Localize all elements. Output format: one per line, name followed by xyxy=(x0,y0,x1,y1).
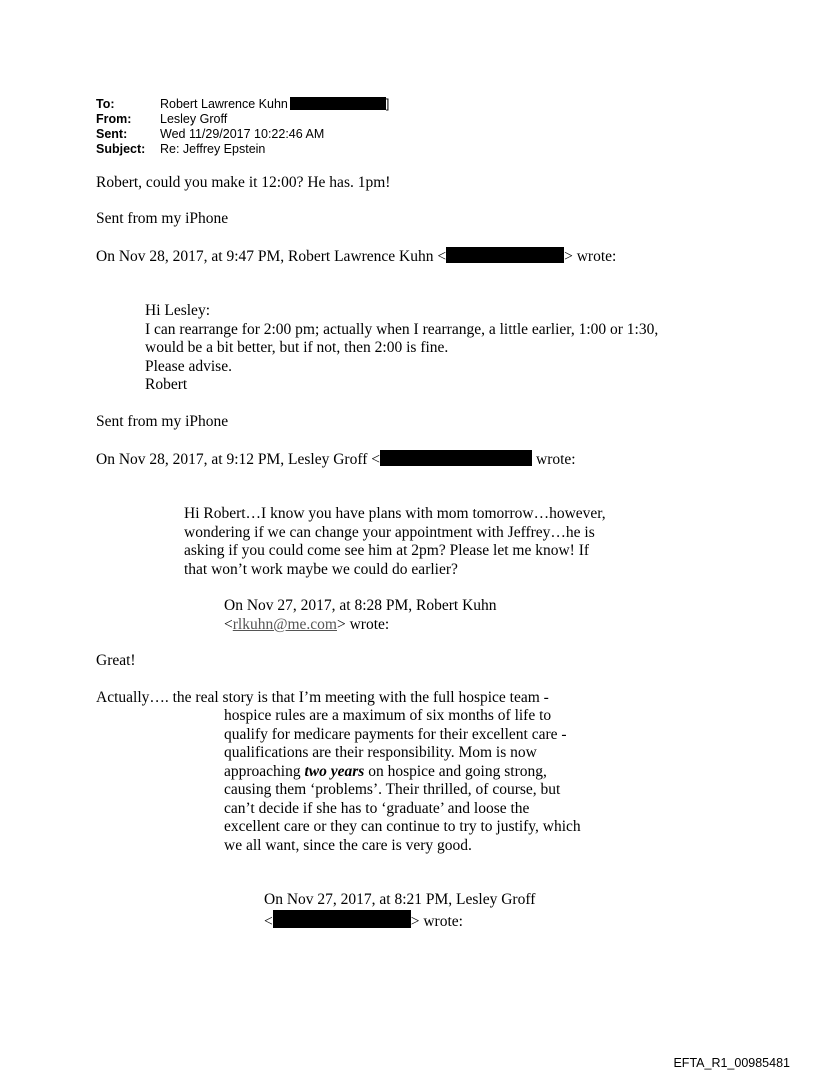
redaction-bar xyxy=(290,97,386,110)
quote-attribution: On Nov 28, 2017, at 9:12 PM, Lesley Groff < wrote: xyxy=(96,451,576,468)
quote-line: asking if you could come see him at 2pm? Please let me know! If xyxy=(184,542,590,559)
quote-line: that won’t work maybe we could do earlier? xyxy=(184,560,458,578)
quote-attribution: On Nov 28, 2017, at 9:47 PM, Robert Lawrence Kuhn < > wrote: xyxy=(96,248,617,265)
quote-attribution-email: <rlkuhn@me.com> wrote: xyxy=(224,616,390,633)
redaction-bar xyxy=(273,910,411,928)
redaction-bar xyxy=(446,247,564,263)
message-line: qualify for medicare payments for their excellent care - xyxy=(224,725,567,743)
from-value: Lesley Groff xyxy=(160,112,228,126)
quote-line: wondering if we can change your appointment with Jeffrey…he is xyxy=(184,523,595,541)
quoted-message xyxy=(184,505,606,579)
message-body: Great! xyxy=(96,652,136,669)
quote-line: I can rearrange for 2:00 pm; actually when I rearrange, a little earlier, 1:00 or 1:30, xyxy=(145,320,659,338)
message-line: qualifications are their responsibility. Mom is now xyxy=(224,744,537,761)
subject-value: Re: Jeffrey Epstein xyxy=(160,142,266,156)
message-body: Robert, could you make it 12:00? He has. 1pm! xyxy=(96,174,391,191)
emphasis-text: two years xyxy=(304,762,365,780)
redaction-bar xyxy=(380,450,532,466)
message-line: hospice rules are a maximum of six months of life to xyxy=(224,707,552,724)
message-continuation xyxy=(224,707,581,855)
message-line: approaching two years on hospice and going strong, xyxy=(224,762,547,780)
quote-attribution: On Nov 27, 2017, at 8:21 PM, Lesley Groff xyxy=(264,891,536,908)
quote-line: Hi Robert…I know you have plans with mom tomorrow…however, xyxy=(184,505,606,522)
message-line: we all want, since the care is very good. xyxy=(224,836,472,854)
to-label: To: xyxy=(96,97,115,111)
quoted-message xyxy=(145,302,658,395)
quote-attribution: On Nov 27, 2017, at 8:28 PM, Robert Kuhn xyxy=(224,597,497,614)
quote-line: Please advise. xyxy=(145,357,232,375)
signature: Sent from my iPhone xyxy=(96,210,229,227)
to-value: Robert Lawrence Kuhn ] xyxy=(160,97,390,111)
quote-line: would be a bit better, but if not, then 2:00 is fine. xyxy=(145,339,449,356)
subject-label: Subject: xyxy=(96,142,146,156)
message-line: causing them ‘problems’. Their thrilled, of course, but xyxy=(224,781,561,798)
from-label: From: xyxy=(96,112,132,126)
quote-line: Hi Lesley: xyxy=(145,302,210,319)
quote-attribution-email: < > wrote: xyxy=(264,910,463,932)
document-id: EFTA_R1_00985481 xyxy=(673,1056,790,1070)
sent-label: Sent: xyxy=(96,127,128,141)
quote-line: Robert xyxy=(145,376,188,393)
message-line: Actually…. the real story is that I’m meeting with the full hospice team - xyxy=(96,689,549,706)
sent-value: Wed 11/29/2017 10:22:46 AM xyxy=(160,127,325,141)
message-line: excellent care or they can continue to try to justify, which xyxy=(224,818,581,835)
email-link[interactable]: rlkuhn@me.com xyxy=(232,616,337,633)
message-line: can’t decide if she has to ‘graduate’ and loose the xyxy=(224,799,530,817)
signature: Sent from my iPhone xyxy=(96,413,229,430)
